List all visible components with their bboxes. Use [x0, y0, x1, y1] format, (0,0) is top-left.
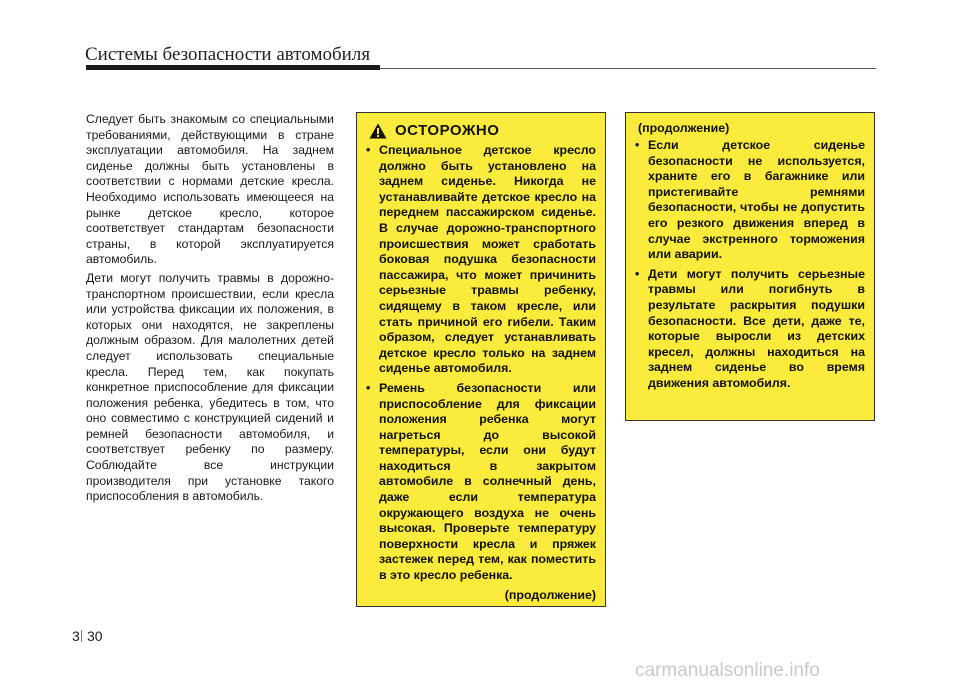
- page-number-divider: [81, 630, 82, 642]
- section-number: 3: [72, 628, 80, 644]
- continuation-heading: (продолжение): [638, 121, 730, 135]
- warning-triangle-icon: [369, 123, 387, 139]
- warning-bullet-list: [365, 143, 596, 584]
- warning-bullet: • Ремень безопасности или приспособление для фиксации положения ребенка могут нагреться до высокой температуры, если они будут находиться в закрытом автомобиле в солнечный день, даже если температура окружающего воздуха не очень высокая. Проверьте температуру поверхности кресла и пряжек застежек перед тем, как поместить в это кресло ребенка.: [366, 380, 596, 583]
- continued-label: (продолжение): [504, 587, 596, 602]
- page-index: 30: [87, 628, 103, 644]
- body-paragraph-2: Дети могут получить травмы в дорожно-транспортном происшествии, если кресла или устройства фиксации их положения, в которых они находятся, не закреплены должным образом. Для малолетних детей следует использовать специальные кресла. Перед тем, как покупать конкретное приспособление для фиксации положения ребенка, убедитесь в том, что оно совместимо с конструкцией сидений и ремней безопасности автомобиля, и соответствует ребенку по размеру. Соблюдайте все инструкции производителя при установке такого приспособления в автомобиль.: [86, 270, 334, 504]
- continuation-bullet-list: [634, 138, 865, 392]
- continuation-bullet: • Если детское сиденье безопасности не используется, храните его в багажнике или пристегивайте ремнями безопасности, чтобы не допустить его резкого движения вперед в случае экстренного торможения или аварии.: [635, 138, 865, 262]
- warning-bullet-text: Ремень безопасности или приспособление для фиксации положения ребенка могут нагреться до высокой температуры, если они будут находиться в закрытом автомобиле в солнечный день, даже если температура окружающего воздуха не очень высокая. Проверьте температуру поверхности кресла и пряжек застежек перед тем, как поместить в это кресло ребенка.: [379, 380, 596, 583]
- watermark: carmanualsonline.info: [635, 660, 820, 681]
- continuation-bullet: • Дети могут получить серьезные травмы или погибнуть в результате раскрытия подушки безопасности. Все дети, даже те, которые выросли из детских кресел, должны находиться на заднем сиденье во время движения автомобиля.: [635, 266, 865, 390]
- warning-bullet-text: Специальное детское кресло должно быть установлено на заднем сиденье. Никогда не устанавливайте детское кресло на переднем пассажирском сиденье. В случае дорожно-транспортного происшествия может сработать боковая подушка безопасности пассажира, что может причинить серьезные травмы ребенку, сидящему в таком кресле, или стать причиной его гибели. Таким образом, следует устанавливать детское кресло только на заднем сиденье автомобиля.: [379, 143, 596, 376]
- continuation-bullet-text: Если детское сиденье безопасности не используется, храните его в багажнике или пристегивайте ремнями безопасности, чтобы не допустить его резкого движения вперед в случае экстренного торможения или аварии.: [648, 138, 865, 262]
- body-text-column: [86, 112, 334, 508]
- page-header-title: Системы безопасности автомобиля: [85, 44, 371, 65]
- header-bar: [86, 65, 380, 70]
- warning-box: [356, 112, 606, 607]
- continuation-bullet-text: Дети могут получить серьезные травмы или погибнуть в результате раскрытия подушки безопасности. Все дети, даже те, которые выросли из детских кресел, должны находиться на заднем сиденье во время движения автомобиля.: [648, 266, 865, 390]
- warning-title: ОСТОРОЖНО: [395, 122, 500, 139]
- body-paragraph-1: Следует быть знакомым со специальными требованиями, действующими в стране эксплуатации автомобиля. На заднем сиденье должны быть установлены в соответствии с нормами детские кресла. Необходимо использовать имеющееся на рынке детское кресло, которое соответствует стандартам безопасности страны, в которой эксплуатируется автомобиль.: [86, 112, 334, 267]
- warning-header: [369, 122, 596, 139]
- header-rule: [380, 68, 876, 69]
- warning-bullet: • Специальное детское кресло должно быть установлено на заднем сиденье. Никогда не устанавливайте детское кресло на переднем пассажирском сиденье. В случае дорожно-транспортного происшествия может сработать боковая подушка безопасности пассажира, что может причинить серьезные травмы ребенку, сидящему в таком кресле, или стать причиной его гибели. Таким образом, следует устанавливать детское кресло только на заднем сиденье автомобиля.: [366, 143, 596, 376]
- continuation-box: [625, 112, 875, 421]
